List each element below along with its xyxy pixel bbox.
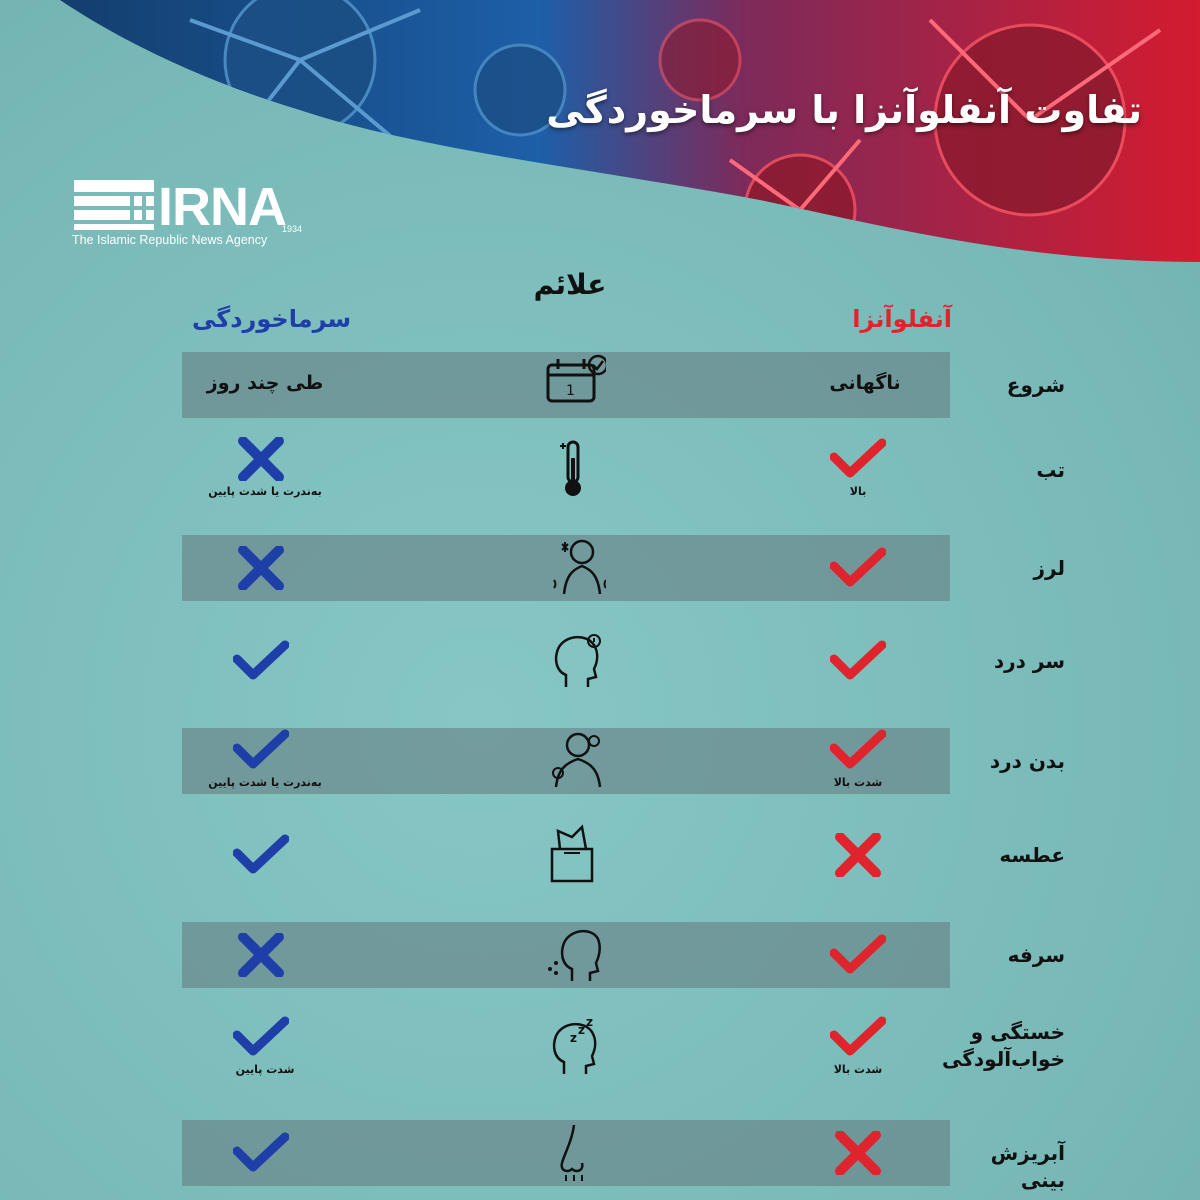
irna-logo <box>72 177 303 250</box>
table-row <box>0 1120 1200 1192</box>
row-label: سرفه <box>1007 943 1065 967</box>
flu-cross-icon <box>830 1131 886 1175</box>
calendar-check-icon <box>542 353 606 417</box>
cold-check-icon <box>233 833 289 877</box>
tissue-box-icon <box>542 823 606 887</box>
table-row <box>0 535 1200 601</box>
cold-check-icon <box>233 1015 289 1059</box>
svg-text:z: z <box>586 1016 593 1029</box>
body-ache-icon <box>542 729 606 793</box>
row-label: آبریزش بینی <box>990 1141 1065 1192</box>
cold-note: شدت پایین <box>235 1063 295 1076</box>
flu-check-icon <box>830 639 886 683</box>
thermometer-icon <box>542 438 606 502</box>
row-label: تب <box>1036 458 1065 482</box>
flu-note: بالا <box>849 485 867 498</box>
row-label: عطسه <box>999 843 1065 867</box>
row-label: سر درد <box>993 649 1065 673</box>
logo-year: 1934 <box>282 224 303 234</box>
flu-check-icon <box>830 1015 886 1059</box>
cold-cross-icon <box>233 933 289 977</box>
symptoms-heading: علائم <box>533 268 607 301</box>
sleepy-head-icon <box>542 1016 606 1080</box>
svg-text:1: 1 <box>566 383 575 399</box>
table-row <box>0 1015 1200 1081</box>
cold-check-icon <box>233 1131 289 1175</box>
table-row <box>0 922 1200 988</box>
flu-check-icon <box>830 728 886 772</box>
coughing-head-icon <box>542 923 606 987</box>
cold-check-icon <box>233 639 289 683</box>
table-row <box>0 728 1200 794</box>
table-row <box>0 822 1200 888</box>
row-label: لرز <box>1033 556 1065 580</box>
runny-nose-icon <box>542 1121 606 1185</box>
cold-cross-icon <box>233 437 289 481</box>
flu-note: شدت بالا <box>833 1063 883 1076</box>
flu-check-icon <box>830 437 886 481</box>
row-label: خستگی و خواب‌آلودگی <box>942 1020 1065 1071</box>
row-label: شروع <box>1006 373 1065 397</box>
cold-onset-text: طی چند روز <box>206 372 324 394</box>
shivering-person-icon <box>542 536 606 600</box>
page-title: تفاوت آنفلوآنزا با سرماخوردگی <box>546 88 1142 132</box>
irna-emblem-icon <box>72 178 156 232</box>
flu-onset-text: ناگهانی <box>829 372 901 394</box>
headache-icon <box>542 629 606 693</box>
flu-check-icon <box>830 933 886 977</box>
cold-note: به‌ندرت یا شدت پایین <box>208 485 322 498</box>
svg-text:z: z <box>578 1023 585 1037</box>
flu-note: شدت بالا <box>833 776 883 789</box>
table-row <box>0 352 1200 418</box>
flu-cross-icon <box>830 833 886 877</box>
svg-text:z: z <box>570 1031 577 1045</box>
logo-text: IRNA <box>158 177 286 237</box>
flu-check-icon <box>830 546 886 590</box>
row-label: بدن درد <box>989 749 1065 773</box>
logo-subtitle: The Islamic Republic News Agency <box>72 233 268 247</box>
cold-note: به‌ندرت یا شدت پایین <box>208 776 322 789</box>
flu-heading: آنفلوآنزا <box>852 305 952 333</box>
table-row <box>0 437 1200 503</box>
cold-cross-icon <box>233 546 289 590</box>
table-row <box>0 628 1200 694</box>
cold-check-icon <box>233 728 289 772</box>
cold-heading: سرماخوردگی <box>192 305 352 333</box>
